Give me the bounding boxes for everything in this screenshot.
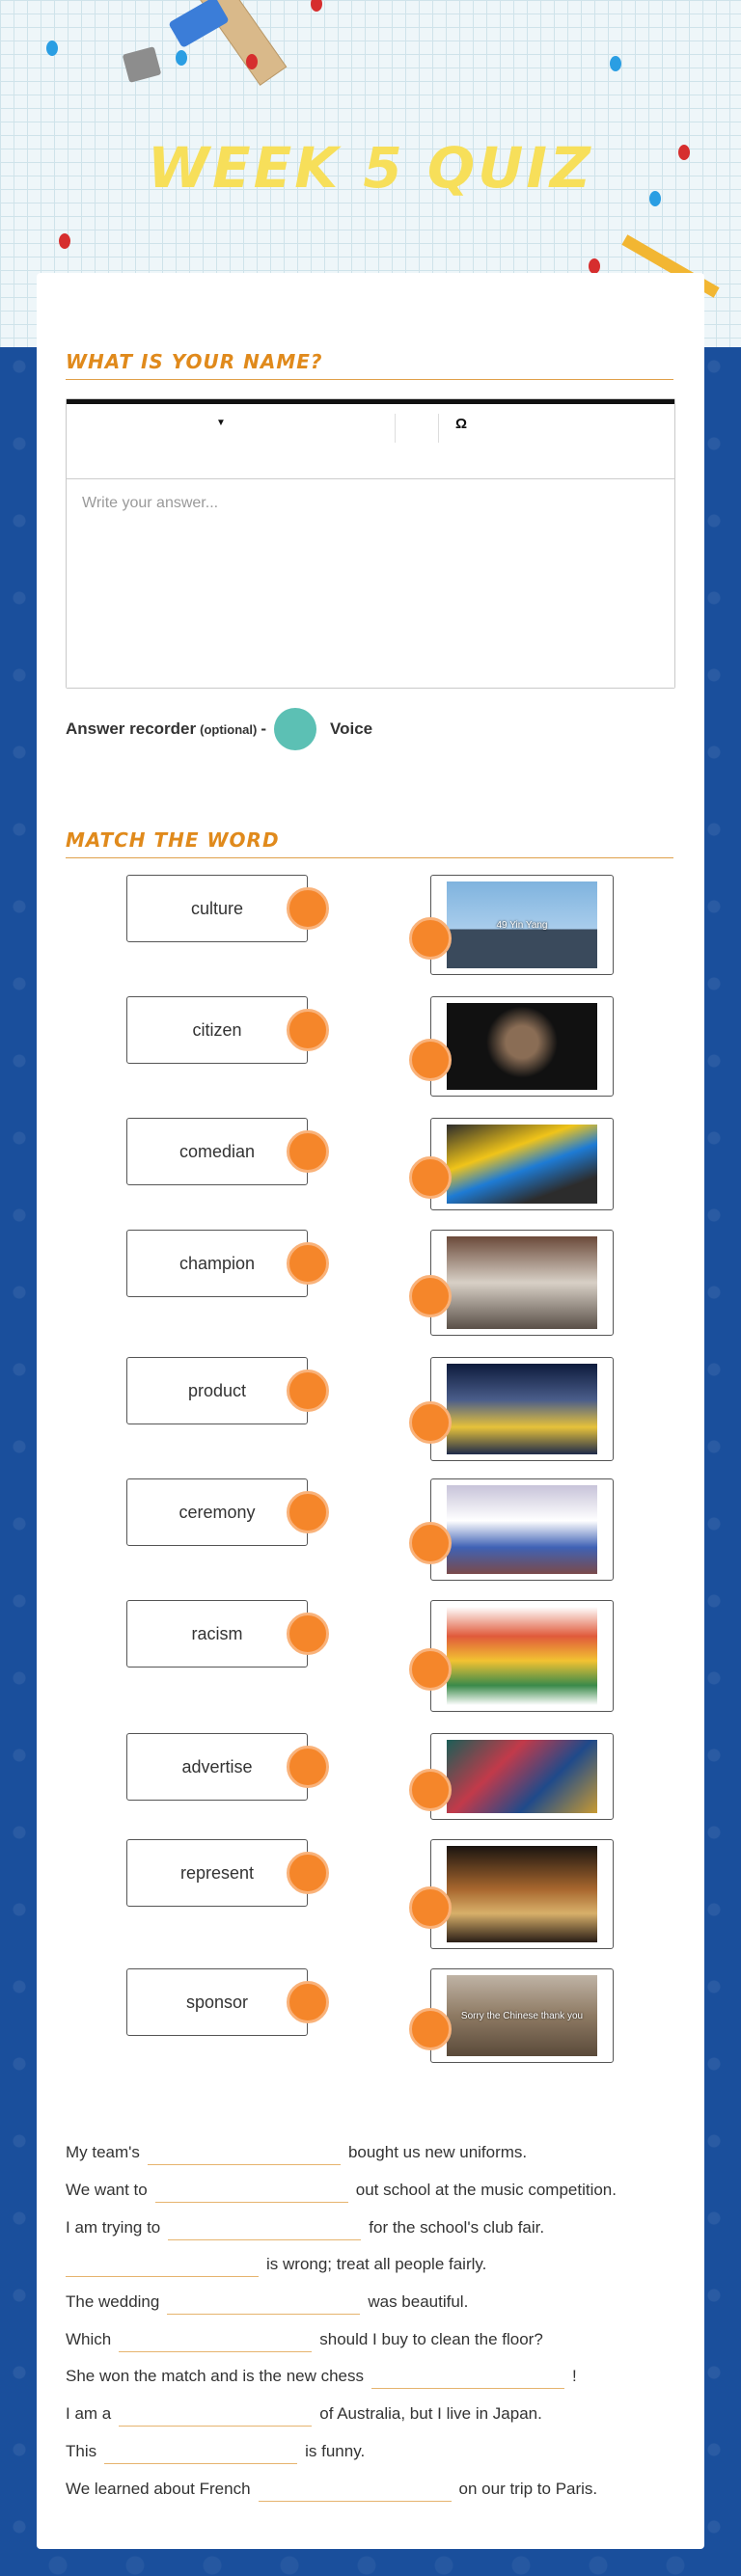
- blank-sentence: [66, 2396, 683, 2433]
- recorder-mode-label: Voice: [330, 719, 373, 738]
- blank-input[interactable]: [119, 2327, 312, 2352]
- font-dropdown-caret-icon[interactable]: ▼: [216, 418, 226, 428]
- match-image-card[interactable]: [430, 875, 614, 975]
- blank-sentence: [66, 2172, 683, 2210]
- dancers-image: [447, 1846, 597, 1942]
- sentence-text: is funny.: [305, 2441, 366, 2460]
- fill-in-blanks: [66, 2134, 683, 2508]
- decor-dot: [46, 41, 58, 56]
- sentence-text: for the school's club fair.: [369, 2217, 545, 2237]
- match-word-card[interactable]: citizen: [126, 996, 308, 1064]
- match-word-card[interactable]: ceremony: [126, 1478, 308, 1546]
- food-products-image: [447, 1607, 597, 1705]
- comedian-performing-image: [447, 1003, 597, 1090]
- sentence-text: I am trying to: [66, 2217, 161, 2237]
- image-connector-knob[interactable]: [409, 1275, 452, 1317]
- word-connector-knob[interactable]: [287, 1613, 329, 1655]
- blank-input[interactable]: [168, 2215, 361, 2240]
- word-connector-knob[interactable]: [287, 1009, 329, 1051]
- sentence-text: The wedding: [66, 2292, 160, 2312]
- match-word-card[interactable]: represent: [126, 1839, 308, 1907]
- image-connector-knob[interactable]: [409, 1401, 452, 1444]
- recorder-optional-label: (optional): [200, 721, 258, 737]
- match-image-card[interactable]: [430, 1230, 614, 1336]
- image-connector-knob[interactable]: [409, 1769, 452, 1811]
- toolbar-divider: [438, 414, 439, 443]
- word-connector-knob[interactable]: [287, 1491, 329, 1533]
- quiz-title: WEEK 5 QUIZ: [148, 135, 593, 201]
- match-word-card[interactable]: champion: [126, 1230, 308, 1297]
- sentence-text: of Australia, but I live in Japan.: [319, 2404, 542, 2424]
- blank-input[interactable]: [66, 2252, 259, 2277]
- word-connector-knob[interactable]: [287, 1852, 329, 1894]
- recorder-dash: -: [261, 719, 267, 738]
- image-connector-knob[interactable]: [409, 1648, 452, 1691]
- sentence-text: My team's: [66, 2143, 140, 2162]
- sentence-text: should I buy to clean the floor?: [319, 2329, 543, 2348]
- answer-textarea[interactable]: [67, 479, 674, 688]
- image-connector-knob[interactable]: [409, 1886, 452, 1929]
- word-connector-knob[interactable]: [287, 1746, 329, 1788]
- match-word-card[interactable]: product: [126, 1357, 308, 1424]
- match-word-card[interactable]: culture: [126, 875, 308, 942]
- editor-toolbar: [67, 404, 674, 479]
- sentence-text: bought us new uniforms.: [347, 2143, 528, 2162]
- sharpener-decoration: [123, 46, 162, 83]
- sentence-text: on our trip to Paris.: [458, 2479, 598, 2498]
- match-word-card[interactable]: comedian: [126, 1118, 308, 1185]
- sentence-text: Which: [66, 2329, 112, 2348]
- match-image-card[interactable]: [430, 1600, 614, 1712]
- answer-editor: [66, 398, 675, 689]
- blank-input[interactable]: [259, 2477, 452, 2502]
- image-connector-knob[interactable]: [409, 1039, 452, 1081]
- passports-image: [447, 1740, 597, 1813]
- decor-dot: [246, 54, 258, 69]
- blank-sentence: [66, 2209, 683, 2246]
- athletes-with-flags-image: [447, 1485, 597, 1574]
- sentence-text: We learned about French: [66, 2479, 251, 2498]
- image-connector-knob[interactable]: [409, 1156, 452, 1199]
- decor-dot: [176, 50, 187, 66]
- question-heading-match: MATCH THE WORD: [66, 828, 673, 858]
- blank-sentence: [66, 2246, 683, 2284]
- sentence-text: This: [66, 2441, 97, 2460]
- recorder-label: Answer recorder: [66, 719, 197, 738]
- blank-input[interactable]: [155, 2178, 348, 2203]
- blank-input[interactable]: [371, 2364, 564, 2389]
- image-connector-knob[interactable]: [409, 1522, 452, 1564]
- sentence-text: out school at the music competition.: [355, 2181, 617, 2200]
- record-voice-button[interactable]: [274, 708, 316, 750]
- blank-sentence: [66, 2433, 683, 2471]
- quiz-card: [37, 273, 704, 2549]
- answer-recorder: [66, 707, 452, 751]
- question-heading-name: WHAT IS YOUR NAME?: [66, 350, 673, 380]
- wedding-ceremony-image: [447, 1236, 597, 1329]
- football-champions-image: [447, 1364, 597, 1454]
- decor-dot: [311, 0, 322, 12]
- blank-sentence: [66, 2470, 683, 2508]
- match-image-card[interactable]: [430, 996, 614, 1097]
- word-connector-knob[interactable]: [287, 1981, 329, 2023]
- sentence-text: is wrong; treat all people fairly.: [266, 2255, 487, 2274]
- decor-dot: [589, 258, 600, 274]
- sign-on-tree-image: Sorry the Chinese thank you: [447, 1975, 597, 2056]
- blank-sentence: [66, 2284, 683, 2321]
- toolbar-divider: [395, 414, 396, 443]
- match-image-card[interactable]: [430, 1357, 614, 1461]
- word-connector-knob[interactable]: [287, 887, 329, 930]
- race-car-image: [447, 1125, 597, 1204]
- decor-dot: [610, 56, 621, 71]
- special-character-button[interactable]: Ω: [455, 416, 468, 432]
- word-connector-knob[interactable]: [287, 1369, 329, 1412]
- blank-sentence: [66, 2358, 683, 2396]
- blank-input[interactable]: [148, 2140, 341, 2165]
- sentence-text: !: [572, 2367, 577, 2386]
- match-image-card[interactable]: [430, 1478, 614, 1581]
- decor-dot: [59, 233, 70, 249]
- sentence-text: She won the match and is the new chess: [66, 2367, 365, 2386]
- match-word-card[interactable]: sponsor: [126, 1968, 308, 2036]
- eraser-decoration: [168, 0, 229, 48]
- blank-sentence: [66, 2134, 683, 2172]
- sentence-text: We want to: [66, 2181, 148, 2200]
- word-connector-knob[interactable]: [287, 1130, 329, 1173]
- blank-input[interactable]: [104, 2439, 297, 2464]
- sentence-text: was beautiful.: [368, 2292, 469, 2312]
- match-image-card[interactable]: [430, 1839, 614, 1949]
- blank-input[interactable]: [167, 2290, 360, 2315]
- image-connector-knob[interactable]: [409, 2008, 452, 2050]
- match-word-card[interactable]: racism: [126, 1600, 308, 1668]
- image-connector-knob[interactable]: [409, 917, 452, 960]
- match-image-card[interactable]: [430, 1733, 614, 1820]
- blank-input[interactable]: [119, 2401, 312, 2427]
- sentence-text: I am a: [66, 2404, 112, 2424]
- match-image-card[interactable]: [430, 1118, 614, 1210]
- match-image-card[interactable]: [430, 1968, 614, 2063]
- blank-sentence: [66, 2320, 683, 2358]
- billboard-ice-cream-image: 49 Yin Yang: [447, 881, 597, 968]
- word-connector-knob[interactable]: [287, 1242, 329, 1285]
- match-word-card[interactable]: advertise: [126, 1733, 308, 1801]
